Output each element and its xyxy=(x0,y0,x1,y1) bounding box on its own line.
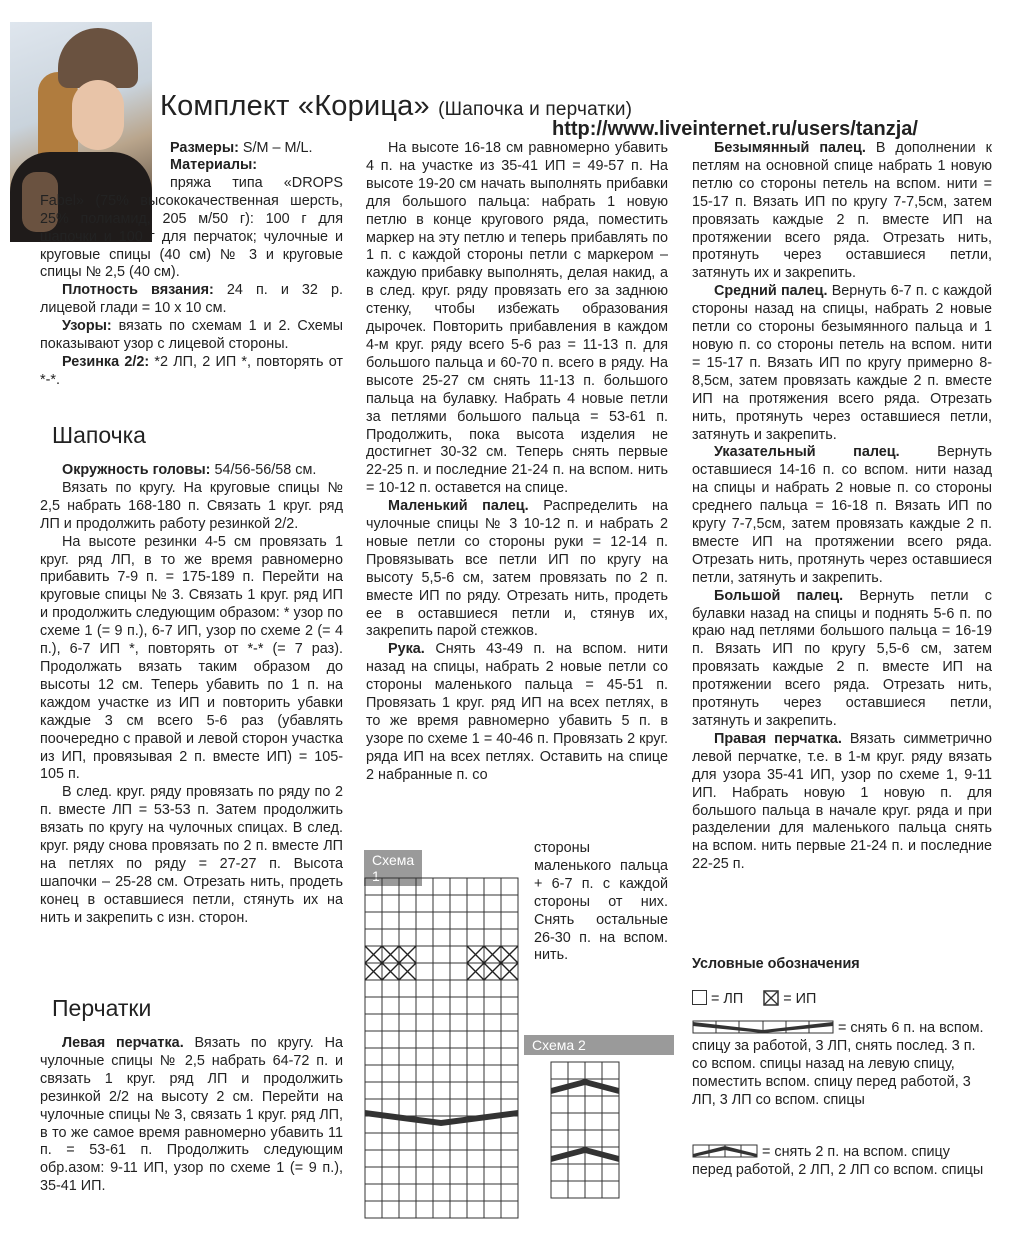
schema-2-grid xyxy=(550,1061,622,1201)
cable6-symbol-icon xyxy=(692,1020,834,1034)
legend-symbols: = ЛП = ИП xyxy=(692,990,816,1009)
knit-square-icon xyxy=(692,990,707,1005)
col3-text: Безымянный палец. В дополнении к петлям на основной спице набрать 1 новую петлю со стороны петель на вспом. нити = 15-17 п. Вязать ИП по кругу 7-7,5см, затем провязать каждые 2 п. вместе ИП на протяжении всего ряда. Отрезать нить, протянуть через оставшиеся петли, затянуть их и закрепить. Средний палец. Вернуть 6-7 п. с каждой стороны назад на спицы, набрать 2 новые петли со стороны безымянного пальца и 1 новую п. со стороны петель на вспом. нити = 15-17 п. Вязать ИП по кругу примерно 8-8,5см, затем провязать каждые 2 п. вместе ИП на протяжения всего ряда. Отрезать нить, протянуть через оставшиеся петли, затянуть и закрепить. Указательный палец. Вернуть оставшиеся 14-16 п. со вспом. нити назад на спицы и набрать 2 новые п. со стороны среднего пальца = 16-18 п. Вязать ИП по кругу 7-7,5см, затем провязать каждые 2 п. вместе ИП на протяжении всего ряда. Отрезать нить, протянуть через оставшиеся петли, затянуть и закрепить. Большой палец. Вернуть петли с булавки назад на спицы и поднять 5-6 п. по краю над петлями большого пальца = 16-19 п. Вязать ИП по кругу 5,5-6 см, затем провязать каждые 2 п. вместе ИП на протяжении всего ряда. Отрезать нить, протянуть через оставшиеся петли, затянуть и закрепить. Правая перчатка. Вязать симметрично левой перчатке, т.е. в 1-м круг. ряду вязать для узора 35-41 ИП, узор по схеме 1, 9-11 ИП. Набрать новую 1 новую п. для большого пальца в начале круг. ряда и при разделении для маленького пальца снять на вспом. нить первые 21-24 п. и последние 22-25 п. xyxy=(692,140,993,873)
col1-main: Материалы: пряжа типа «DROPS Fabel» (75% высококачественная шерсть, 25% полиамид, 205 м/50 г): 100 г для шапочки и 100 г для перчаток; чулочные и круговые спицы (40 см) № 3 и круговые спицы № 2,5 (40 см). Плотность вязания: 24 п. и 32 р. лицевой глади = 10 х 10 см. Узоры: вязать по схемам 1 и 2. Схемы показывают узор с лицевой стороны. Резинка 2/2: *2 ЛП, 2 ИП *, повторять от *-*. xyxy=(40,157,344,388)
schema-1-label: Схема 1 xyxy=(364,850,422,886)
page-subtitle: (Шапочка и перчатки) xyxy=(438,99,633,120)
materials-text: пряжа типа «DROPS Fabel» (75% высококачественная шерсть, 25% полиамид, 205 м/50 г): 100 г для шапочки и 100 г для перчаток; чулочные и круговые спицы (40 см) № 3 и круговые спицы № 2,5 (40 см). xyxy=(40,174,343,281)
legend-cable6: = снять 6 п. на вспом. спицу за работой, 3 ЛП, снять послед. 3 п. со вспом. спицы назад на левую спицу, поместить вспом. спицу перед работой, 3 ЛП, 3 ЛП со вспом. спицы xyxy=(692,1020,984,1108)
hat-section: Окружность головы: 54/56-56/58 см. Вязать по кругу. На круговые спицы № 2,5 набрать 168-180 п. Связать 1 круг. ряд ЛП и продолжить работу резинкой 2/2. На высоте резинки 4-5 см провязать 1 круг. ряд ЛП, в то же время равномерно прибавить 7-9 п. = 175-189 п. Перейти на круговые спицы № 3. Связать 1 круг. ряд ИП и продолжить следующим образом: * узор по схеме 1 (= 9 п.), 6-7 ИП, узор по схеме 2 (= 4 п.), 6-7 ИП *, повторять от *-* (= 7 раз). Продолжать вязать таким образом до высоты 12 см. Теперь убавить по 1 п. на каждом участке из ИП и повторить убавки каждые 3 см всего 5-6 раз (убавлять поочередно с правой и левой сторон участка из ИП, провязывая 2 п. вместе ИП) = 105-105 п. В след. круг. ряду провязать по ряду по 2 п. вместе ЛП = 53-53 п. Затем продолжить вязать по кругу на чулочных спицах. В след. круг. ряду снова провязать по 2 п. вместе ЛП на петлях по ряду = 27-27 п. Высота шапочки – 25-28 см. Отрезать нить, продеть конец в оставшиеся петли, стянуть их на нить и закрепить с изн. сторон. xyxy=(40,462,343,926)
legend-heading: Условные обозначения xyxy=(692,956,860,972)
gloves-heading: Перчатки xyxy=(52,995,152,1021)
schema-1-grid xyxy=(364,872,520,1220)
left-glove-section: Левая перчатка. Вязать по кругу. На чулочные спицы № 2,5 набрать 64-72 п. и связать 1 круг. ряд ЛП и продолжить резинкой 2/2 на высоту 2 см. Перейти на чулочные спицы № 3, связать 1 круг. ряд ЛП, в то же самое время равномерно убавить 11 п. = 53-61 п. Продолжить следующим обр.азом: 9-11 ИП, узор по схеме 1 (= 9 п.), 35-41 ИП. xyxy=(40,1035,343,1195)
cable-mark xyxy=(365,1110,518,1126)
source-url[interactable]: http://www.liveinternet.ru/users/tanzja/ xyxy=(552,118,918,140)
col2-text: На высоте 16-18 см равномерно убавить 4 п. на участке из 35-41 ИП = 49-57 п. На высоте 19-20 см начать выполнять прибавки для большого пальца: набрать 1 новую петлю в конце кругового ряда, поместить маркер на эту петлю и теперь прибавлять по 1 п. с каждой стороны петли с маркером – каждую прибавку выполнять, делая накид, а в след. круг. ряду провязать его за заднюю стенку, чтобы избежать образования дырочек. Повторить прибавления в каждом 4-м круг. ряду всего 5-6 раз = 11-13 п. для большого пальца и 60-70 п. всего в ряду. На высоте 25-27 см снять 11-13 п. большого пальца на булавку. Набрать 4 новые петли за петлями большого пальца = 53-61 п. Продолжить, пока высота изделия не достигнет 30-32 см. Теперь снять первые 22-25 п. и последние 21-24 п. на вспом. нить = 10-12 п. оставется на спице. Маленький палец. Распределить на чулочные спицы № 3 10-12 п. и набрать 2 новые петли со стороны руки = 12-14 п. Провязывать все петли ИП по кругу на высоту 5,5-6 см, затем провязать по 2 п. вместе ИП по ряду. Отрезать нить, продеть ее в оставшиеся петли и, стянув их, закрепить парой стежков. Рука. Снять 43-49 п. на вспом. нити назад на спицы, набрать 2 новые петли со стороны маленького пальца = 45-51 п. Провязать 1 круг. ряд ИП на всех петлях, в то же время равномерно убавить 5 п. в узоре по схеме 1 = 40-46 п. Провязать 2 круг. ряда ИП на всех петлях. Оставить на спице 2 набранные п. со xyxy=(366,140,668,783)
schema-2-label: Схема 2 xyxy=(524,1035,674,1055)
cable4-symbol-icon xyxy=(692,1144,758,1158)
hat-heading: Шапочка xyxy=(52,422,146,448)
purl-square-icon xyxy=(763,990,779,1006)
legend-cable4: = снять 2 п. на вспом. спицу перед работой, 2 ЛП, 2 ЛП со вспом. спицы xyxy=(692,1144,984,1178)
page-title: Комплект «Корица» (Шапочка и перчатки) xyxy=(160,90,633,122)
col2-continued: стороны маленького пальца + 6-7 п. с каждой стороны от них. Снять остальные 26-30 п. на вспом. нить. xyxy=(534,840,668,964)
col1-top: Размеры: S/M – M/L. xyxy=(170,140,313,156)
